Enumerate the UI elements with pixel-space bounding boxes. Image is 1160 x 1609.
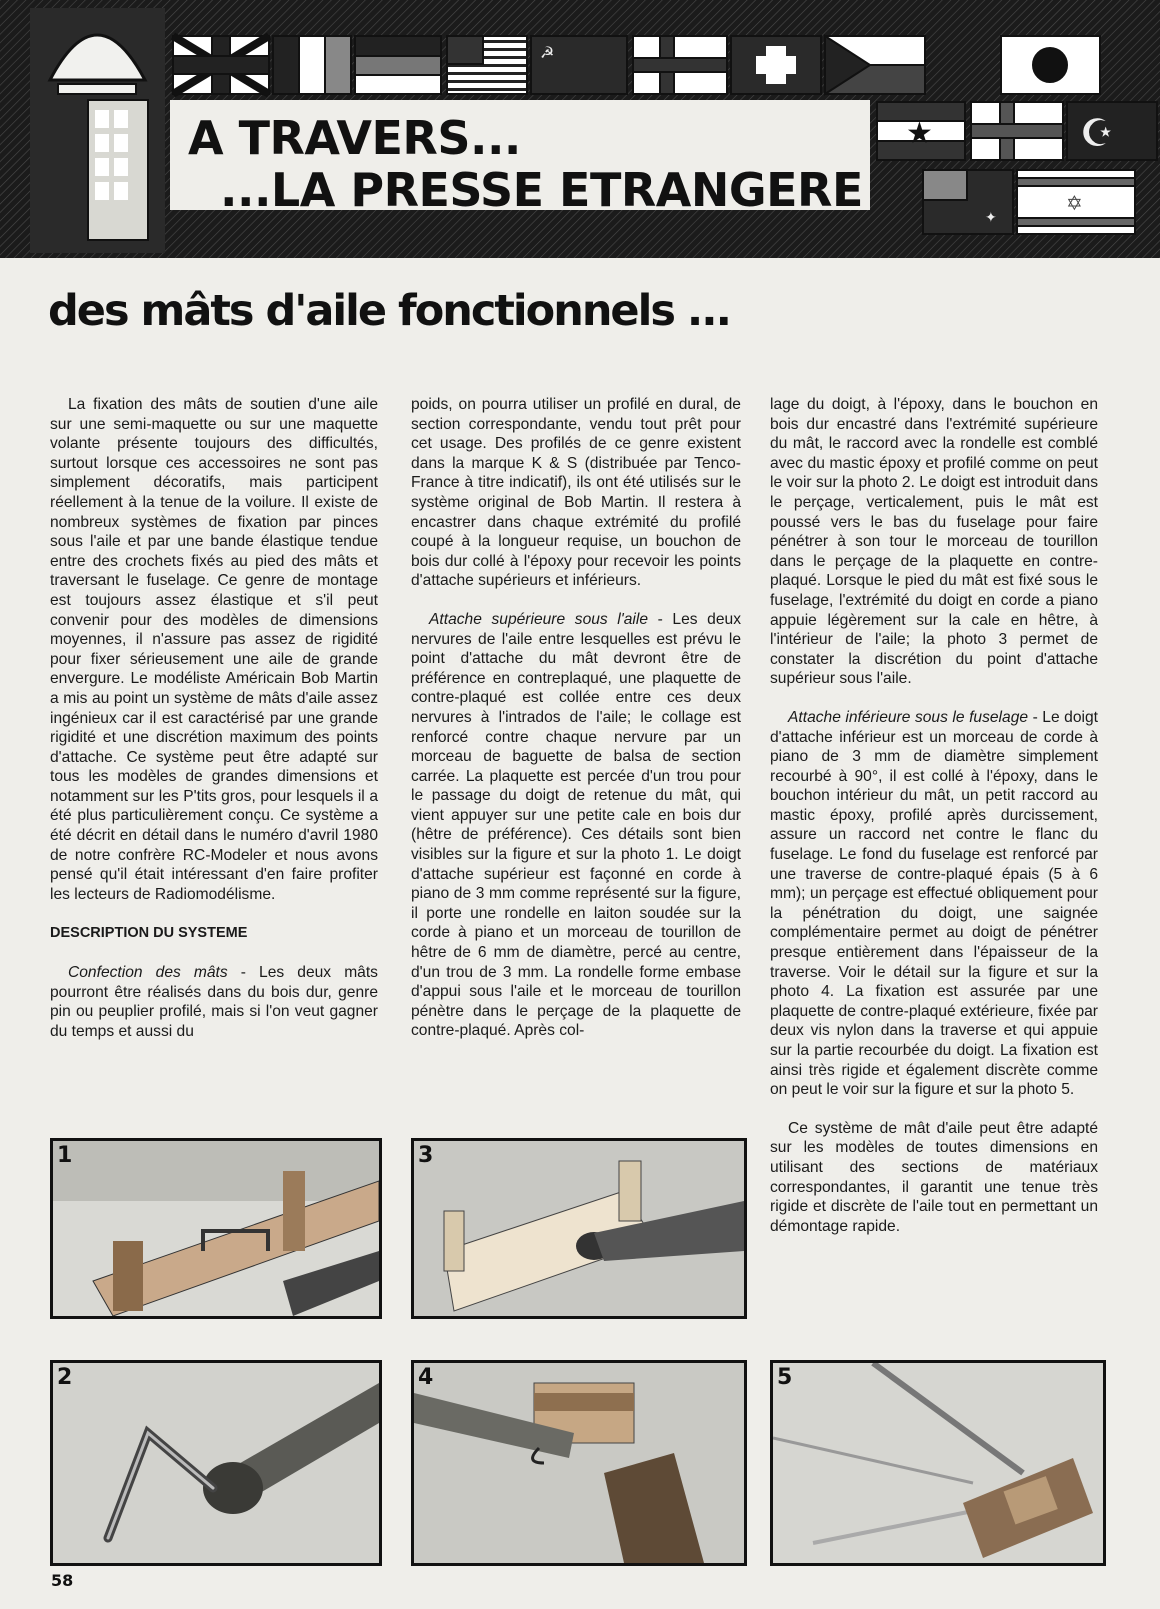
flag-czechoslovakia [825,36,925,94]
photo-3 [411,1138,747,1319]
photo-4 [411,1360,747,1566]
flag-star [877,102,965,160]
paragraph-confection [50,963,378,1041]
paragraph-continuation: lage du doigt, à l'époxy, dans le bouchon en bois dur encastré dans l'extrémité supérieure du mât, le raccord avec la rondelle est comblé avec du mastic époxy et profilé comme on peut le voir sur la photo 2. Le doigt est introduit dans le perçage, verticalement, puis le mât est poussé vers le bas du fuselage pour faire pénétrer à son tour le morceau de tourillon dans le perçage de la plaquette en contre-plaqué. Lorsque le pied du mât est fixé sous le fuselage, l'extrémité du doigt en corde a piano appuie légèrement sur la cale en hêtre, à l'intérieur de l'aile; la photo 3 permet de constater la discrétion du point d'attache supérieur sous l'aile. [770,396,1098,688]
header-banner [0,0,1160,258]
article-headline: des mâts d'aile fonctionnels ... [48,286,730,336]
flag-switzerland [731,36,821,94]
flag-finland [971,102,1063,160]
page-number: 58 [51,1571,74,1590]
photo-3-image [414,1141,744,1316]
paragraph-text: - Le doigt d'attache inférieur est un morceau de corde à piano de 3 mm de diamètre simplement recourbé à 90°, il est collé à l'époxy, dans le bouchon intérieur du mât, un petit raccord au mastic époxy, profilé après durcissement, assure un raccord net contre le flanc du fuselage. Le fond du fuselage est renforcé par une traverse de contre-plaqué épais (5 à 6 mm); un perçage est effectué obliquement pour la pénétration du doigt, une saignée complémentaire permet au doigt de pénétrer presque entièrement dans l'épaisseur de la traverse. Voir le détail sur la figure et sur la photo 4. La fixation est assurée par une plaquette de contre-plaqué extérieure, fixée par deux vis nylon dans la traverse et qui appuie sur la partie recourbée du doigt. La fixation est ainsi très rigide et également discrète comme on peut le voir sur la figure et sur la photo 5. [770,708,1098,1099]
paragraph-lead: Attache inférieure sous le fuselage [788,708,1029,726]
section-heading: DESCRIPTION DU SYSTEME [50,925,248,942]
banner-title [188,112,863,216]
flag-japan [1001,36,1100,94]
svg-text:☭: ☭ [540,45,555,62]
flag-turkey [1067,102,1157,160]
photo-4-image [414,1363,744,1563]
paragraph-attache-superieure [411,610,741,1041]
flag-france [273,36,351,94]
text-column-2 [411,395,741,1041]
paragraph-attache-inferieure [770,708,1098,1100]
paragraph-text: - Les deux mâts pourront être réalisés dans du bois dur, genre pin ou peuplier profilé, mais si l'on veut gagner du temps et aussi du [50,964,378,1040]
flag-germany [355,36,441,94]
paragraph-text: - Les deux nervures de l'aile entre lesquelles est prévu le point d'attache du mât devront être de préférence en contreplaqué, une plaquette de contre-plaqué est collée entre ces deux nervures à l'intrados de l'aile; le collage est renforcé contre chaque nervure par un morceau de baguette de balsa de section carrée. La plaquette est percée d'un trou pour le passage du doigt de retenue du mât, qui vient appuyer sur une petite cale en bois dur (hêtre de préférence). Ces détails sont bien visibles sur la figure et sur la photo 1. Le doigt d'attache supérieur est façonné en corde à piano de 3 mm comme représenté sur la figure, il porte une rondelle en laiton soudée sur la corde à piano et un morceau de tourillon de hêtre de 6 mm de diamètre, percé au centre, d'un trou de 3 mm. La rondelle forme embase d'appui sous l'aile et le morceau de tourillon pénètre dans le perçage de la plaquette de contre-plaqué. Après col- [411,610,741,1040]
photo-2 [50,1360,382,1566]
photo-1-image [53,1141,379,1316]
photo-2-image [53,1363,379,1563]
svg-text:★: ★ [906,117,933,150]
paragraph-lead: Confection des mâts [68,964,228,982]
photo-number: 1 [57,1143,73,1168]
photo-number: 4 [418,1365,434,1390]
flag-ussr [531,36,627,94]
photo-number: 2 [57,1365,73,1390]
flag-israel [1017,170,1135,234]
paragraph-conclusion: Ce système de mât d'aile peut être adapté sur les modèles de toutes dimensions en utilisant des sections de matériaux correspondantes, il garantit une tenue très rigide et discrète de l'aile tout en permettant un démontage rapide. [770,1119,1098,1235]
intro-paragraph: La fixation des mâts de soutien d'une aile sur une semi-maquette ou sur une maquette volante présente toujours des difficultés, surtout lorsque ces accessoires ne sont pas simplement décoratifs, mais participent réellement à la tenue de la voilure. Il existe de nombreux systèmes de fixation par pinces sous l'aile et par une bande élastique tendue entre des crochets fixés au pied des mâts et traversant le fuselage. Ce genre de montage est toujours assez élastique et s'il peut convenir pour des modèles de dimensions moyennes, il n'assure pas assez de rigidité pour fixer sérieusement une aile de grande envergure. Le modéliste Américain Bob Martin a mis au point un système de mâts d'aile assez ingénieux car il est caractérisé par une grande rigidité et une discrétion maximum des points d'attache. Ce système peut être adapté sur tous les modèles de grandes dimensions et notamment sur les P'tits gros, pour lesquels il a été plus particulièrement conçu. Ce système a été décrit en détail dans le numéro d'avril 1980 de notre confrère RC-Modeler et nous avons pensé qu'il était intéressant d'en faire profiter les lecteurs de Radiomodélisme. [50,396,378,903]
photo-number: 5 [777,1365,793,1390]
svg-text:☪: ☪ [1080,113,1115,155]
photo-number: 3 [418,1143,434,1168]
text-column-3 [770,395,1098,1236]
flag-australia [923,170,1013,234]
svg-text:✡: ✡ [1066,193,1083,215]
paragraph-lead: Attache supérieure sous l'aile [429,610,649,628]
svg-text:✦: ✦ [985,209,997,225]
minaret-illustration [30,8,165,253]
banner-title-line1: A TRAVERS... [188,111,521,165]
text-column-1 [50,395,378,1041]
paragraph-continuation: poids, on pourra utiliser un profilé en dural, de section correspondante, vendu tout prêt pour cet usage. Des profilés de ce genre existent dans la marque K & S (distribuée par Tenco-France à titre indicatif), ils ont été utilisés sur le système original de Bob Martin. Il restera à encastrer dans chaque extrémité du profilé coupé à la longueur requise, un bouchon de bois dur collé à l'époxy pour recevoir les points d'attache supérieurs et inférieurs. [411,396,741,590]
flag-sweden [633,36,727,94]
flag-usa [447,36,527,94]
photo-1 [50,1138,382,1319]
photo-5 [770,1360,1106,1566]
flag-uk [173,36,269,94]
photo-5-image [773,1363,1103,1563]
banner-title-line2: ...LA PRESSE ETRANGERE [220,163,863,217]
